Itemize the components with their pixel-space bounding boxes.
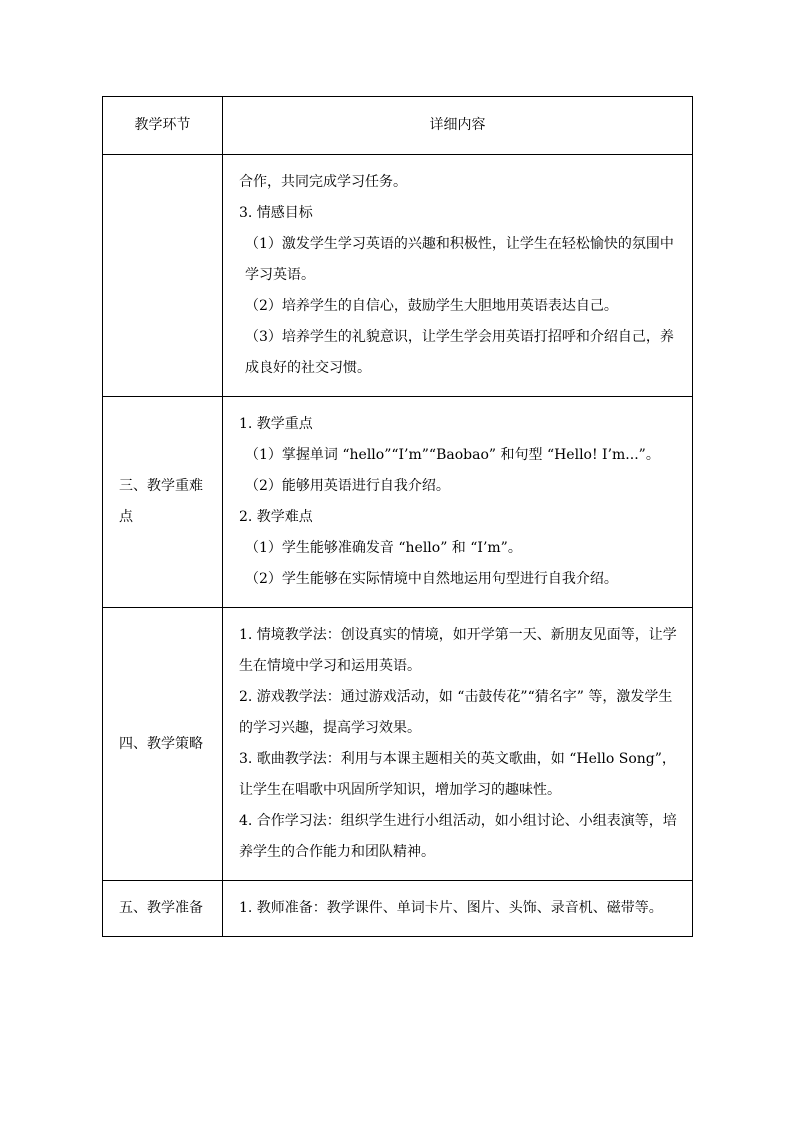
section-cell: 五、教学准备 xyxy=(103,881,223,937)
table-row xyxy=(103,881,693,937)
content-cell xyxy=(223,881,693,937)
content-line: 合作，共同完成学习任务。 xyxy=(239,174,407,190)
content-line: （1）学生能够准确发音 “hello” 和 “I’m”。 xyxy=(245,540,522,556)
content-line: （2）学生能够在实际情境中自然地运用句型进行自我介绍。 xyxy=(245,571,618,587)
header-teaching-stage: 教学环节 xyxy=(103,97,223,155)
content-line: （3）培养学生的礼貌意识，让学生学会用英语打招呼和介绍自己，养成良好的社交习惯。 xyxy=(245,329,674,376)
content-line: （1）掌握单词 “hello”“I’m”“Baobao” 和句型 “Hello! I’m...”。 xyxy=(245,447,660,463)
table-header-row xyxy=(103,97,693,155)
content-line: （2）能够用英语进行自我介绍。 xyxy=(245,478,450,494)
section-cell xyxy=(103,155,223,397)
content-line: （1）激发学生学习英语的兴趣和积极性，让学生在轻松愉快的氛围中学习英语。 xyxy=(245,236,674,283)
lesson-plan-table xyxy=(102,96,693,937)
table-row xyxy=(103,608,693,881)
table-row xyxy=(103,155,693,397)
content-line: 3. 歌曲教学法：利用与本课主题相关的英文歌曲，如 “Hello Song”，让学生在唱歌中巩固所学知识，增加学习的趣味性。 xyxy=(239,751,676,798)
table-row xyxy=(103,397,693,608)
content-cell xyxy=(223,155,693,397)
header-detailed-content: 详细内容 xyxy=(223,97,693,155)
content-line: 1. 情境教学法：创设真实的情境，如开学第一天、新朋友见面等，让学生在情境中学习和运用英语。 xyxy=(239,627,677,674)
content-line: 2. 教学难点 xyxy=(239,509,313,525)
content-cell xyxy=(223,608,693,881)
content-cell xyxy=(223,397,693,608)
content-line: 1. 教师准备：教学课件、单词卡片、图片、头饰、录音机、磁带等。 xyxy=(239,900,663,916)
content-line: 4. 合作学习法：组织学生进行小组活动，如小组讨论、小组表演等，培养学生的合作能力和团队精神。 xyxy=(239,813,677,860)
section-cell: 四、教学策略 xyxy=(103,608,223,881)
section-cell: 三、教学重难点 xyxy=(103,397,223,608)
content-line: 3. 情感目标 xyxy=(239,205,313,221)
content-line: 2. 游戏教学法：通过游戏活动，如 “击鼓传花”“猜名字” 等，激发学生的学习兴趣，提高学习效果。 xyxy=(239,689,673,736)
content-line: （2）培养学生的自信心，鼓励学生大胆地用英语表达自己。 xyxy=(245,298,618,314)
content-line: 1. 教学重点 xyxy=(239,416,313,432)
